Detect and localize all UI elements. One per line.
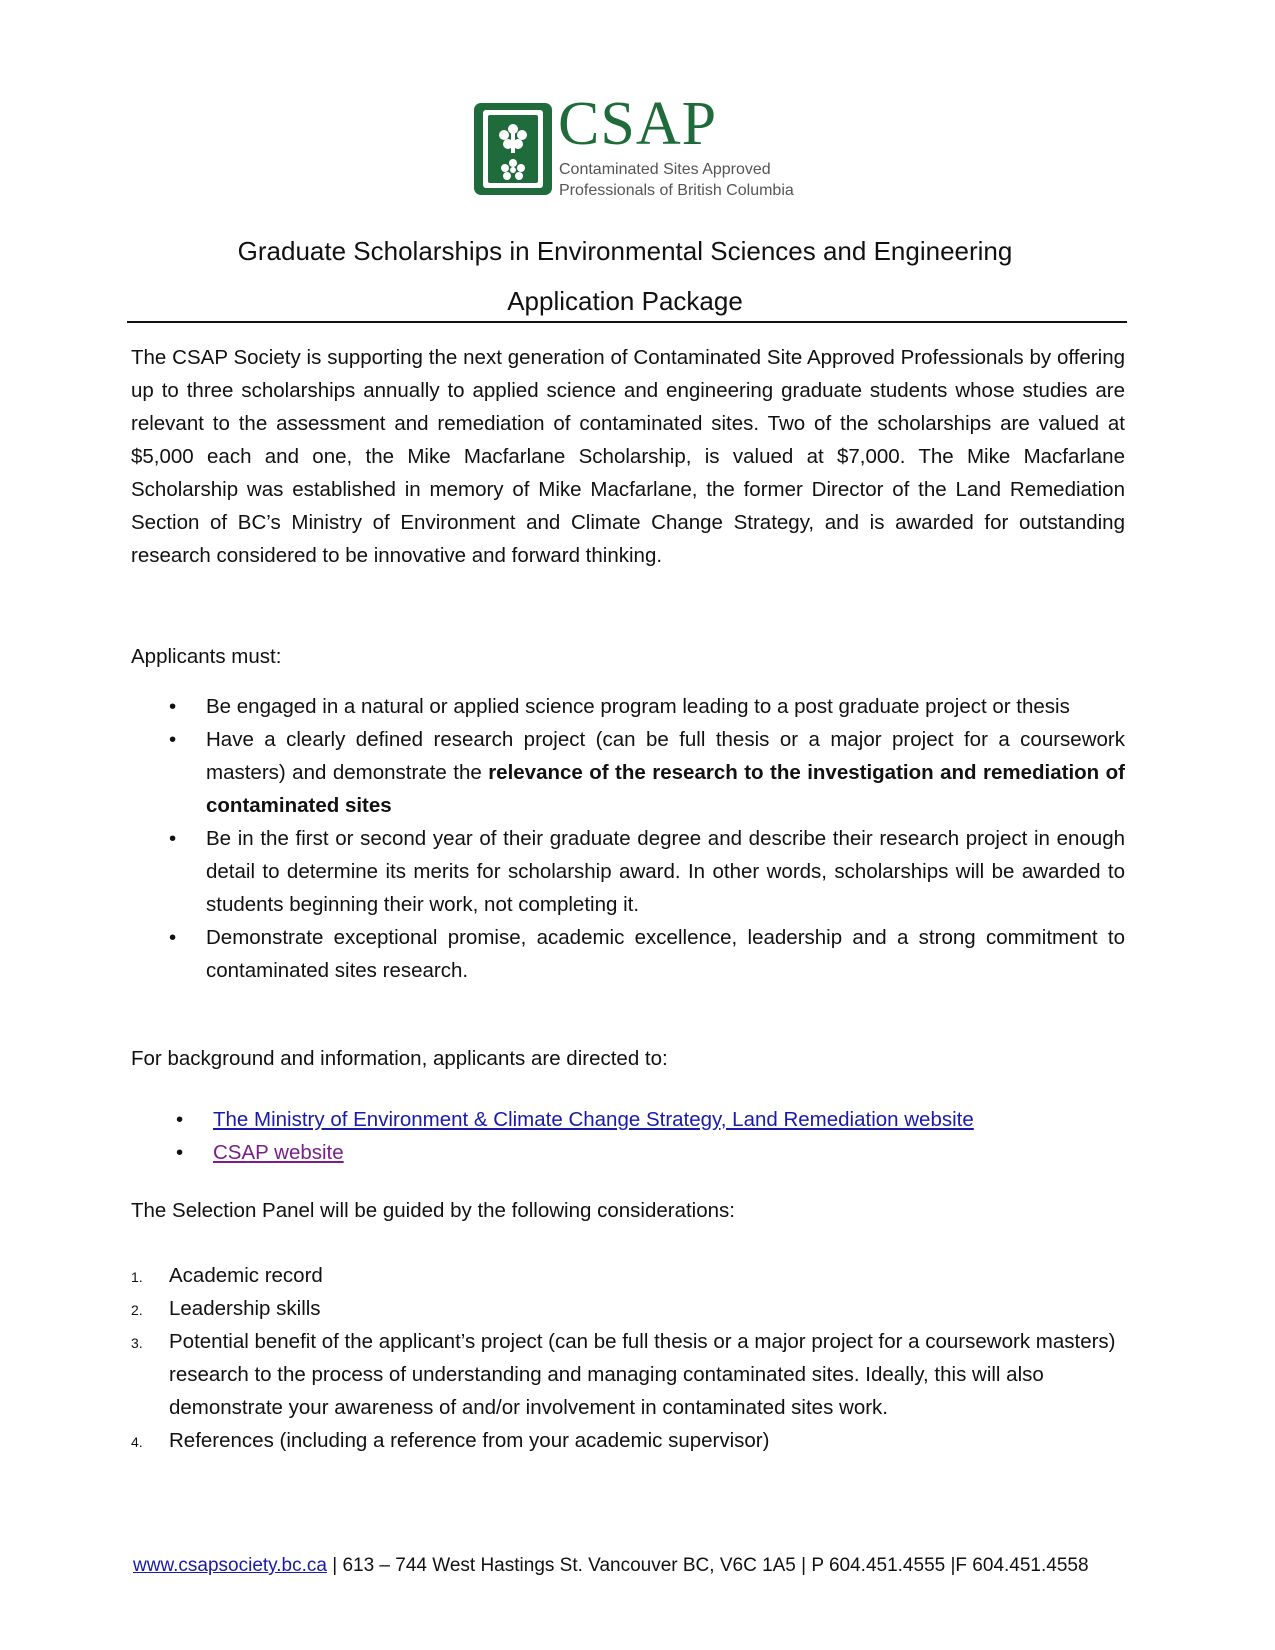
list-item: 3. Potential benefit of the applicant’s project (can be full thesis or a major project for a coursework masters) research to the process of understanding and managing contaminated sites. Ideally, this will also demonstrate your awareness of and/or involvement in contaminated sites work. bbox=[131, 1325, 1125, 1424]
list-item: 2. Leadership skills bbox=[131, 1292, 1125, 1325]
applicants-heading: Applicants must: bbox=[131, 645, 282, 668]
considerations-list bbox=[131, 1259, 1125, 1457]
list-item: • Be in the first or second year of their graduate degree and describe their research project in enough detail to determine its merits for scholarship award. In other words, scholarships will be awarded to students beginning their work, not completing it. bbox=[131, 822, 1125, 921]
csap-logo bbox=[474, 90, 814, 203]
list-item bbox=[131, 1136, 1125, 1169]
page-subtitle: Application Package bbox=[507, 286, 743, 316]
list-item: • Have a clearly defined research project (can be full thesis or a major project for a coursework masters) and demonstrate the relevance of the research to the investigation and remediation of contaminated sites bbox=[131, 723, 1125, 822]
list-number: 2. bbox=[131, 1302, 143, 1318]
list-number: 4. bbox=[131, 1434, 143, 1450]
title-divider bbox=[127, 321, 1127, 323]
logo-tagline-line2: Professionals of British Columbia bbox=[559, 182, 794, 199]
intro-paragraph: The CSAP Society is supporting the next generation of Contaminated Site Approved Professionals by offering up to three scholarships annually to applied science and engineering graduate students whose studies are relevant to the assessment and remediation of contaminated sites. Two of the scholarships are valued at $5,000 each and one, the Mike Macfarlane Scholarship, is valued at $7,000. The Mike Macfarlane Scholarship was established in memory of Mike Macfarlane, the former Director of the Land Remediation Section of BC’s Ministry of Environment and Climate Change Strategy, and is awarded for outstanding research considered to be innovative and forward thinking. bbox=[131, 346, 1125, 567]
bullet-icon: • bbox=[169, 728, 177, 751]
csap-flower-icon bbox=[474, 103, 552, 195]
list-number: 1. bbox=[131, 1269, 143, 1285]
bullet-icon: • bbox=[169, 695, 177, 718]
bullet-icon: • bbox=[169, 926, 177, 949]
list-item: • Be engaged in a natural or applied science program leading to a post graduate project or thesis bbox=[131, 690, 1125, 723]
bullet-icon: • bbox=[176, 1108, 184, 1131]
list-item: 1. Academic record bbox=[131, 1259, 1125, 1292]
requirements-list bbox=[131, 690, 1125, 987]
list-item bbox=[131, 1103, 1125, 1136]
page-title: Graduate Scholarships in Environmental Sciences and Engineering bbox=[237, 236, 1013, 266]
footer-address: | 613 – 744 West Hastings St. Vancouver BC, V6C 1A5 | P 604.451.4555 |F 604.451.4558 bbox=[326, 1555, 1089, 1576]
links-list bbox=[131, 1103, 1125, 1169]
logo-tagline bbox=[559, 159, 794, 201]
selection-heading: The Selection Panel will be guided by the following considerations: bbox=[131, 1199, 735, 1222]
ministry-website-link[interactable]: The Ministry of Environment & Climate Change Strategy, Land Remediation website bbox=[213, 1108, 974, 1131]
society-website-link[interactable]: www.csapsociety.bc.ca bbox=[133, 1555, 327, 1576]
list-item: • Demonstrate exceptional promise, academic excellence, leadership and a strong commitment to contaminated sites research. bbox=[131, 921, 1125, 987]
bullet-icon: • bbox=[169, 827, 177, 850]
list-item: 4. References (including a reference from your academic supervisor) bbox=[131, 1424, 1125, 1457]
csap-website-link[interactable]: CSAP website bbox=[213, 1141, 344, 1164]
page-footer bbox=[133, 1554, 1133, 1578]
list-number: 3. bbox=[131, 1335, 143, 1351]
logo-tagline-line1: Contaminated Sites Approved bbox=[559, 161, 771, 178]
background-heading: For background and information, applicants are directed to: bbox=[131, 1047, 668, 1070]
logo-wordmark: CSAP bbox=[558, 90, 718, 158]
emphasis-text: relevance of the research to the investigation and remediation of contaminated sites bbox=[206, 761, 1125, 817]
bullet-icon: • bbox=[176, 1141, 184, 1164]
